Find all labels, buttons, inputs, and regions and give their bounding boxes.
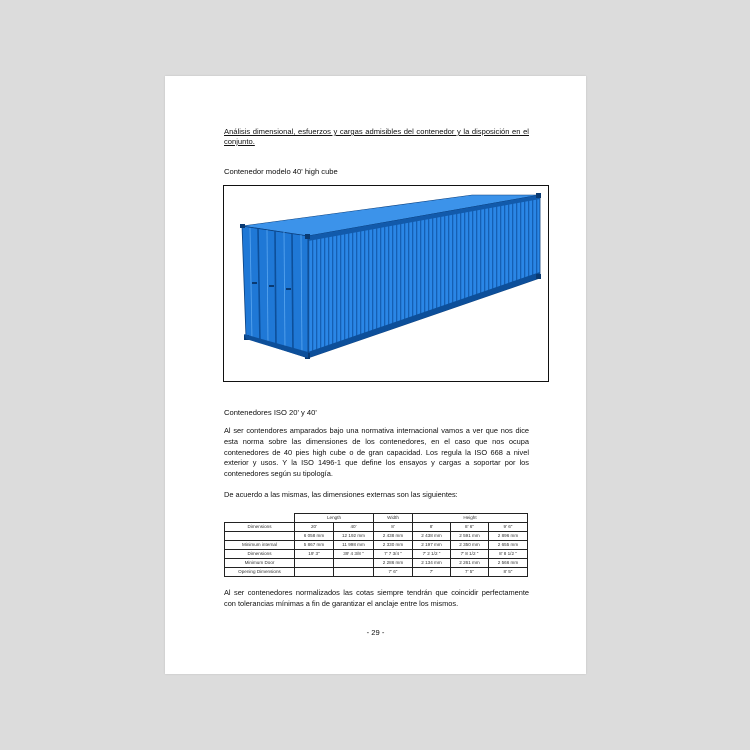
row-label: [225, 532, 295, 541]
table-cell: 2 655 mm: [489, 541, 528, 550]
table-cell: 2 350 mm: [451, 541, 489, 550]
table-cell: [295, 568, 334, 577]
table-cell: 11 998 mm: [334, 541, 374, 550]
table-row: [225, 550, 528, 559]
table-row: [225, 523, 528, 532]
table-cell: [334, 559, 374, 568]
table-cell: 6 058 mm: [295, 532, 334, 541]
length-header: Length: [295, 514, 374, 523]
table-cell: 7' 7 3/4 ": [374, 550, 413, 559]
table-cell: 8' 6": [451, 523, 489, 532]
table-cell: 19' 3": [295, 550, 334, 559]
row-label: Minimum internal: [225, 541, 295, 550]
paragraph-intro: Al ser contendores amparados bajo una normativa internacional vamos a ver que nos dice esta norma sobre las dimensiones de los contenedores, en el caso que nos ocupa contenedores de 40 pies high cube o de gran capacidad. Los regula la ISO 668 a nivel exterior y usos. Y la ISO 1496-1 que define los ensayos y cargas a soportar por los contenedores según su tipología.: [224, 426, 529, 479]
dimensions-table: [224, 513, 528, 577]
width-header: Width: [374, 514, 413, 523]
table-cell: 2 261 mm: [451, 559, 489, 568]
table-cell: 20': [295, 523, 334, 532]
table-cell: 2 286 mm: [374, 559, 413, 568]
row-label: Dimensions: [225, 550, 295, 559]
table-cell: 7' 2 1/2 ": [413, 550, 451, 559]
paragraph-conclusion: Al ser contenedores normalizados las cotas siempre tendrán que coincidir perfectamente con tolerancias mínimas a fin de garantizar el anclaje entre los mismos.: [224, 588, 529, 608]
paragraph-dimensions-lead: De acuerdo a las mismas, las dimensiones externas son las siguientes:: [224, 490, 458, 499]
table-cell: [334, 568, 374, 577]
table-cell: 2 591 mm: [451, 532, 489, 541]
table-cell: 2 330 mm: [374, 541, 413, 550]
figure-caption: Contenedor modelo 40' high cube: [224, 167, 338, 176]
page-heading: Análisis dimensional, esfuerzos y cargas admisibles del contenedor y la disposición en el conjunto.: [224, 127, 529, 146]
table-cell: [295, 559, 334, 568]
table-cell: 2 197 mm: [413, 541, 451, 550]
table-cell: 5 867 mm: [295, 541, 334, 550]
table-cell: 8': [374, 523, 413, 532]
table-row: [225, 559, 528, 568]
table-cell: 39' 4 3/8 ": [334, 550, 374, 559]
table-cell: 8': [413, 523, 451, 532]
table-cell: 2 438 mm: [413, 532, 451, 541]
row-label: Minimum Door: [225, 559, 295, 568]
table-cell: 7': [413, 568, 451, 577]
shipping-container-illustration: [224, 186, 547, 380]
height-header: Height: [413, 514, 528, 523]
table-cell: 9' 6": [489, 523, 528, 532]
table-cell: 8' 8 1/2 ": [489, 550, 528, 559]
table-cell: 2 896 mm: [489, 532, 528, 541]
table-cell: 12 192 mm: [334, 532, 374, 541]
container-figure: [223, 185, 549, 382]
table-cell: 2 438 mm: [374, 532, 413, 541]
table-cell: 2 566 mm: [489, 559, 528, 568]
row-label: Dimensions: [225, 523, 295, 532]
table-cell: 7' 8 1/2 ": [451, 550, 489, 559]
table-cell: 40': [334, 523, 374, 532]
table-cell: 2 134 mm: [413, 559, 451, 568]
table-row: [225, 568, 528, 577]
table-cell: 8' 5": [489, 568, 528, 577]
document-page: [165, 76, 586, 674]
table-row: [225, 532, 528, 541]
section-title: Contenedores ISO 20' y 40': [224, 408, 317, 417]
table-cell: 7' 6": [374, 568, 413, 577]
table-cell: 7' 5": [451, 568, 489, 577]
table-header-row: [225, 514, 528, 523]
row-label: Opening Dimensions: [225, 568, 295, 577]
table-corner-cell: [225, 514, 295, 523]
table-row: [225, 541, 528, 550]
page-number: - 29 -: [366, 628, 385, 637]
